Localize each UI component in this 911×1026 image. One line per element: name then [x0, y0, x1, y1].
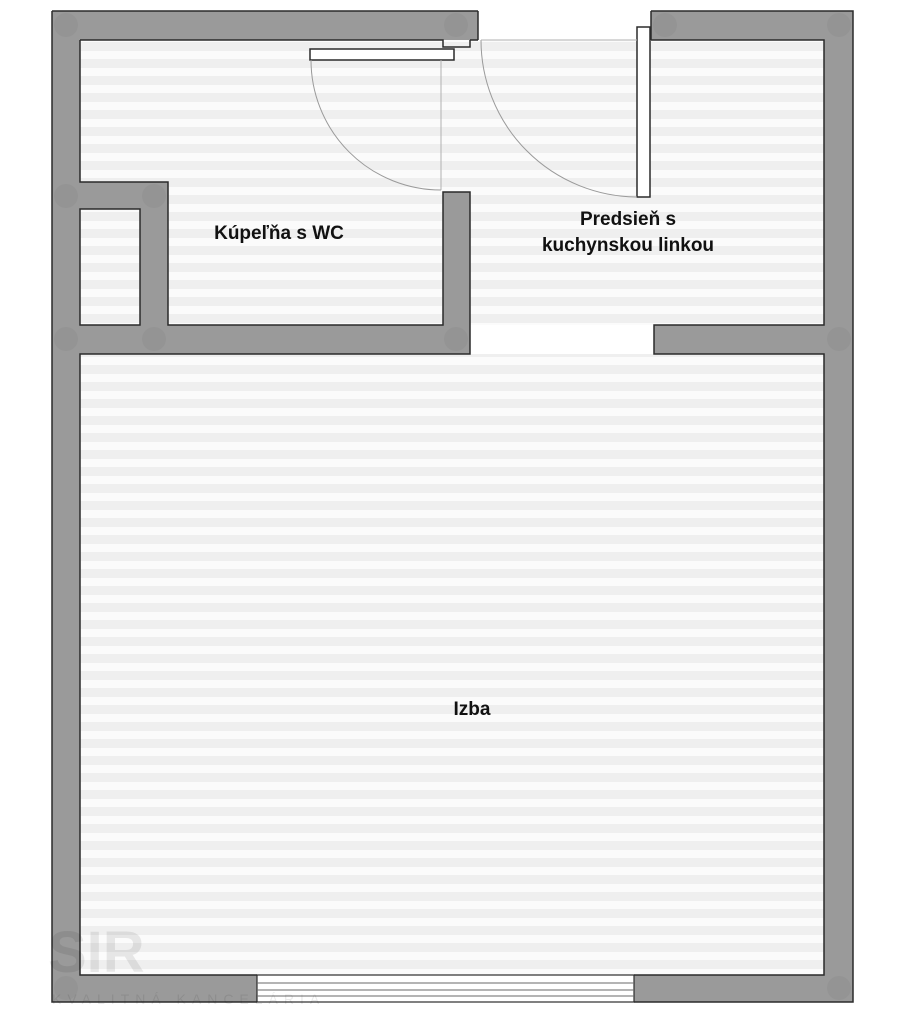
door-opening-floor	[443, 40, 470, 192]
outer-wall-bottom-right	[634, 975, 853, 1002]
room-label-hallway	[500, 207, 756, 259]
watermark-text: KVALITNÁ KANCELÁRIA	[52, 991, 326, 1007]
hallway-label-line1: Predsieň s	[579, 209, 677, 230]
main-room-label-text: Izba	[453, 699, 491, 720]
svg-text:SIR: SIR	[48, 920, 145, 985]
floor-main-room	[80, 354, 824, 976]
room-label-main	[372, 697, 572, 723]
outer-wall-left	[52, 11, 80, 1002]
bathroom-label-text: Kúpeľňa s WC	[214, 223, 344, 244]
hallway-label-line2: kuchynskou linkou	[541, 235, 715, 256]
outer-wall-right	[824, 11, 853, 1002]
entrance-opening	[479, 11, 650, 40]
outer-wall-top-right	[651, 11, 853, 40]
partition-bath-room	[52, 325, 470, 354]
partition-hall-room	[654, 325, 853, 354]
room-label-bathroom	[150, 221, 408, 247]
hall-room-opening	[471, 326, 653, 353]
